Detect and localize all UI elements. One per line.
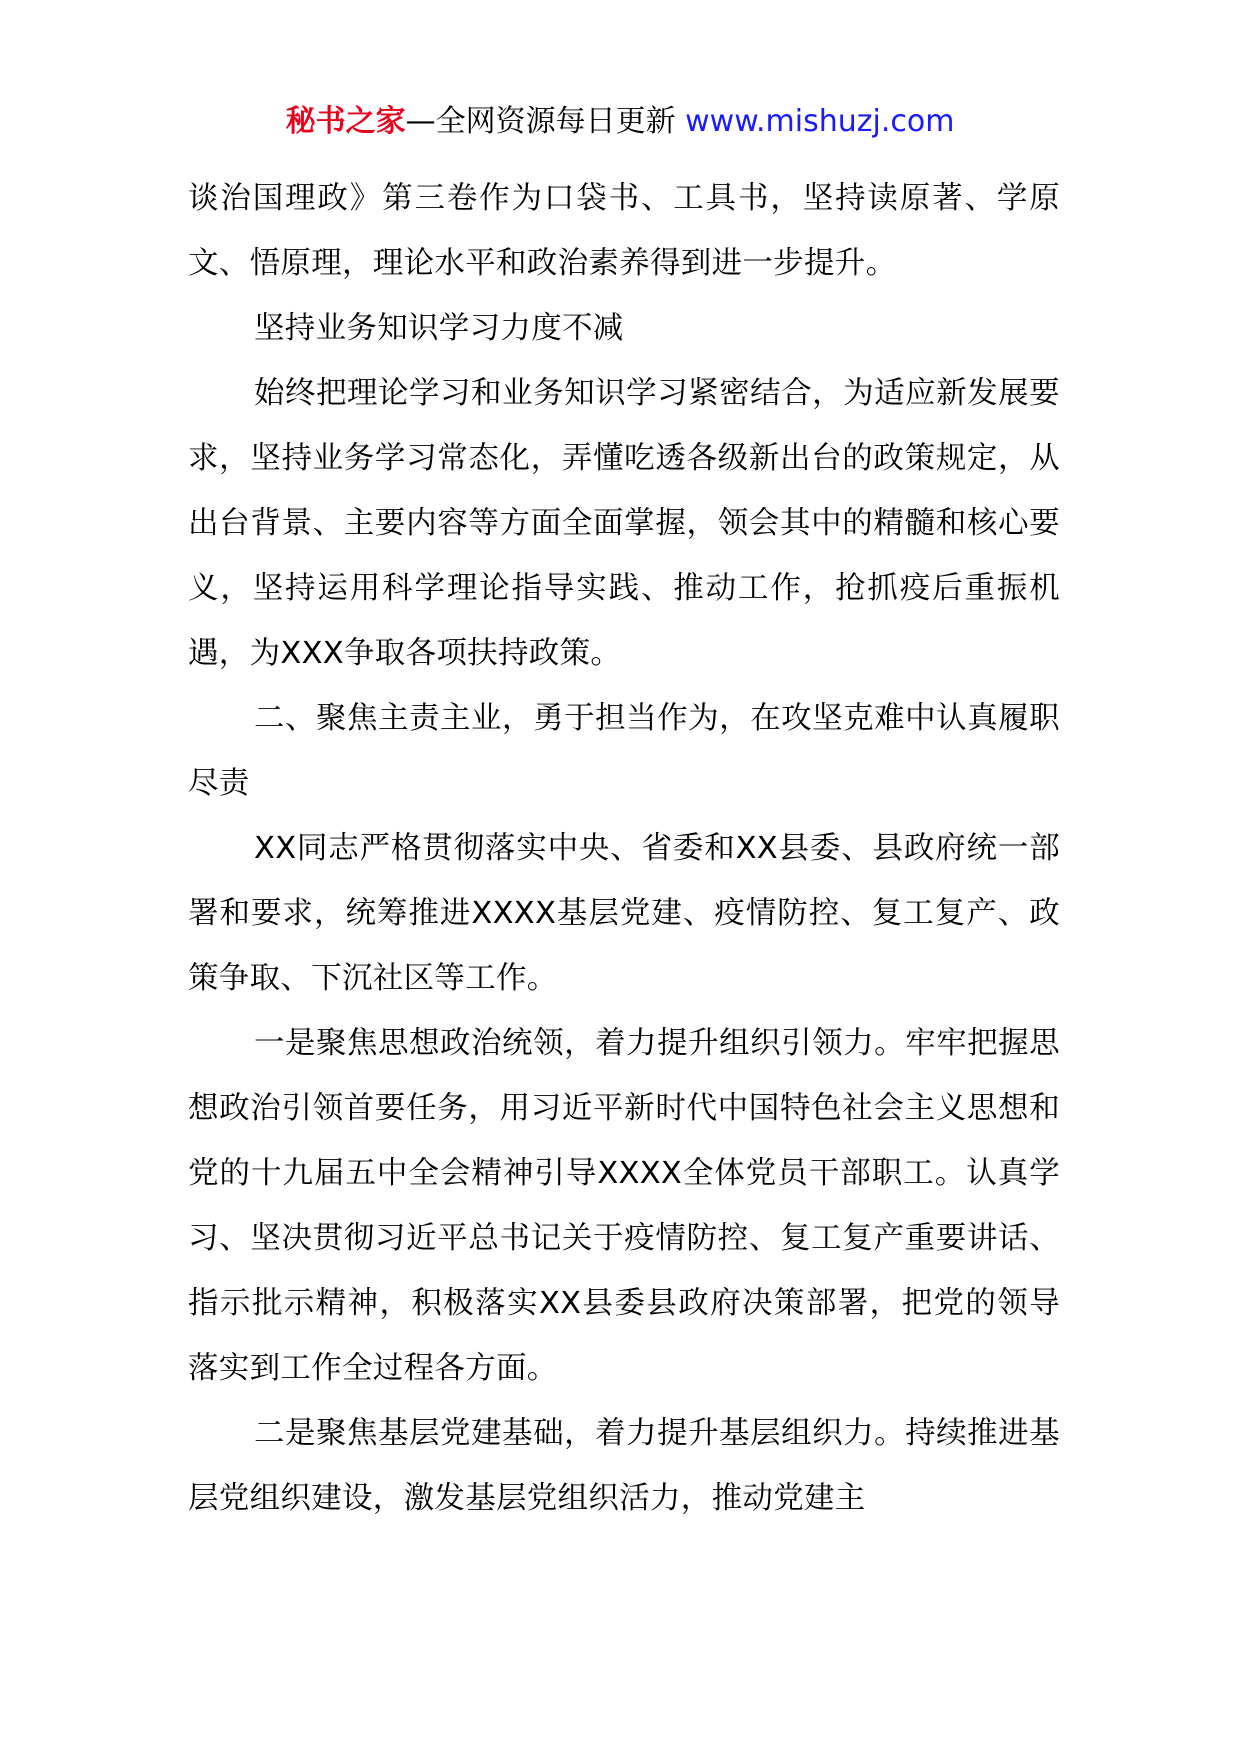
site-url-link[interactable]: www.mishuzj.com	[685, 104, 955, 139]
header-tagline: —全网资源每日更新	[405, 104, 676, 139]
site-header	[0, 102, 1240, 142]
paragraph: 始终把理论学习和业务知识学习紧密结合，为适应新发展要求，坚持业务学习常态化，弄懂吃透各级新出台的政策规定，从出台背景、主要内容等方面全面掌握，领会其中的精髓和核心要义，坚持运用科学理论指导实践、推动工作，抢抓疫后重振机遇，为XXX争取各项扶持政策。	[188, 376, 1060, 671]
paragraph: XX同志严格贯彻落实中央、省委和XX县委、县政府统一部署和要求，统筹推进XXXX基层党建、疫情防控、复工复产、政策争取、下沉社区等工作。	[188, 831, 1060, 996]
document-body	[188, 166, 1060, 1531]
paragraph: 一是聚焦思想政治统领，着力提升组织引领力。牢牢把握思想政治引领首要任务，用习近平新时代中国特色社会主义思想和党的十九届五中全会精神引导XXXX全体党员干部职工。认真学习、坚决贯彻习近平总书记关于疫情防控、复工复产重要讲话、指示批示精神，积极落实XX县委县政府决策部署，把党的领导落实到工作全过程各方面。	[188, 1026, 1060, 1386]
section-heading-business-study: 坚持业务知识学习力度不减	[254, 311, 624, 346]
paragraph: 二是聚焦基层党建基础，着力提升基层组织力。持续推进基层党组织建设，激发基层党组织活力，推动党建主	[188, 1416, 1060, 1516]
paragraph-continuation: 谈治国理政》第三卷作为口袋书、工具书，坚持读原著、学原文、悟原理，理论水平和政治素养得到进一步提升。	[188, 181, 1060, 281]
brand-name: 秘书之家	[285, 104, 406, 139]
section-heading-duty: 二、聚焦主责主业，勇于担当作为，在攻坚克难中认真履职尽责	[188, 701, 1060, 801]
